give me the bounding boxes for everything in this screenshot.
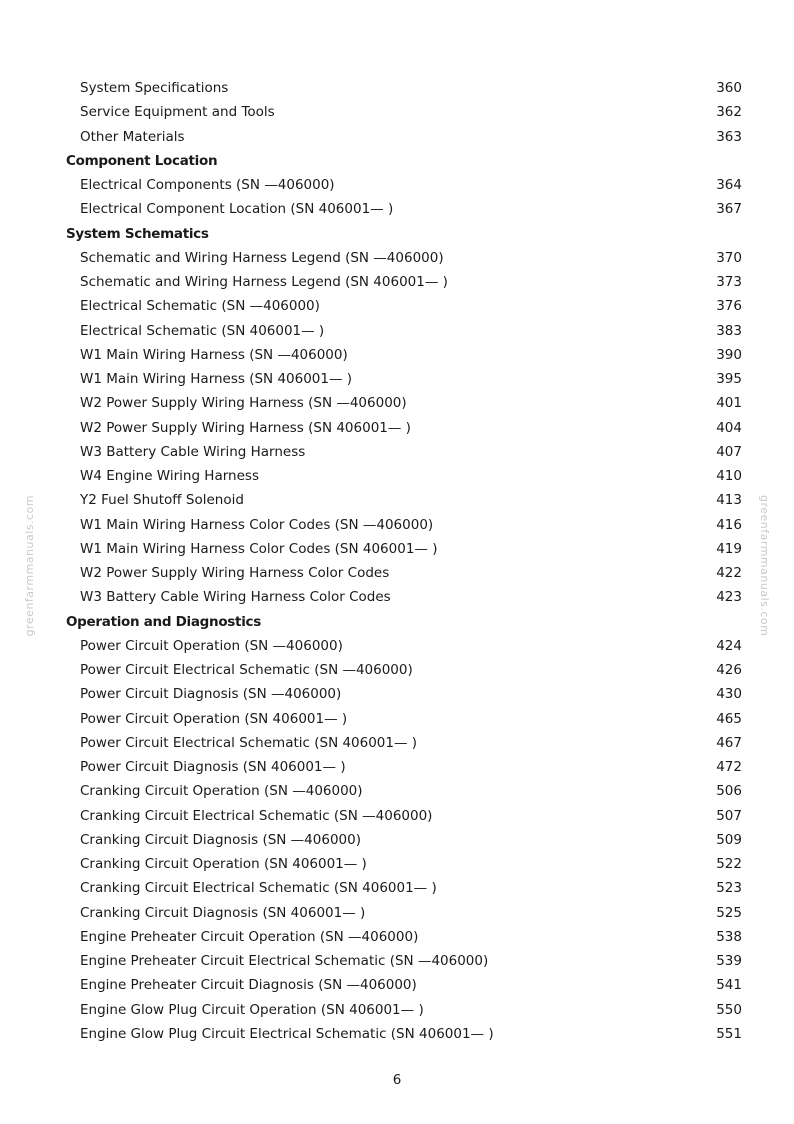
toc-entry[interactable]	[66, 416, 742, 440]
toc-page-number: 376	[716, 298, 742, 315]
toc-page-number: 373	[716, 274, 742, 291]
toc-page-number: 395	[716, 371, 742, 388]
toc-entry-title: W2 Power Supply Wiring Harness (SN —406000)	[80, 395, 407, 412]
toc-page-number: 541	[716, 977, 742, 994]
toc-entry[interactable]	[66, 513, 742, 537]
toc-entry-title: W1 Main Wiring Harness (SN —406000)	[80, 346, 348, 363]
toc-entry-title: Power Circuit Operation (SN —406000)	[80, 637, 343, 654]
table-of-contents	[66, 76, 742, 1046]
toc-section-title: System Schematics	[66, 225, 209, 242]
toc-entry-title: Engine Glow Plug Circuit Electrical Schematic (SN 406001— )	[80, 1025, 494, 1042]
toc-page-number: 550	[716, 1001, 742, 1018]
toc-entry[interactable]	[66, 901, 742, 925]
toc-section-heading	[66, 222, 742, 246]
toc-entry-title: Cranking Circuit Operation (SN 406001— )	[80, 856, 367, 873]
toc-entry[interactable]	[66, 100, 742, 124]
toc-entry-title: Engine Preheater Circuit Diagnosis (SN —406000)	[80, 977, 417, 994]
toc-page-number: 364	[716, 177, 742, 194]
page-number: 6	[392, 1072, 402, 1088]
toc-page-number: 422	[716, 565, 742, 582]
toc-page-number: 367	[716, 201, 742, 218]
watermark-right: greenfarmmanuals.com	[758, 495, 771, 637]
toc-entry-title: Electrical Schematic (SN —406000)	[80, 298, 320, 315]
toc-entry[interactable]	[66, 658, 742, 682]
toc-entry[interactable]	[66, 731, 742, 755]
toc-entry-title: Service Equipment and Tools	[80, 104, 275, 121]
toc-entry[interactable]	[66, 828, 742, 852]
toc-entry-title: Power Circuit Electrical Schematic (SN —406000)	[80, 662, 413, 679]
toc-section-title: Operation and Diagnostics	[66, 613, 261, 630]
toc-entry[interactable]	[66, 973, 742, 997]
toc-entry[interactable]	[66, 464, 742, 488]
toc-entry[interactable]	[66, 852, 742, 876]
toc-page-number: 407	[716, 443, 742, 460]
toc-entry[interactable]	[66, 1022, 742, 1046]
toc-section-title: Component Location	[66, 152, 218, 169]
toc-page-number: 362	[716, 104, 742, 121]
toc-page-number: 430	[716, 686, 742, 703]
toc-entry-title: W1 Main Wiring Harness (SN 406001— )	[80, 371, 353, 388]
toc-page-number: 370	[716, 249, 742, 266]
toc-page-number: 472	[716, 759, 742, 776]
toc-entry-title: Electrical Components (SN —406000)	[80, 177, 335, 194]
toc-entry[interactable]	[66, 294, 742, 318]
toc-entry-title: Engine Preheater Circuit Electrical Schematic (SN —406000)	[80, 953, 489, 970]
toc-entry-title: Cranking Circuit Diagnosis (SN 406001— )	[80, 904, 366, 921]
toc-page-number: 467	[716, 734, 742, 751]
toc-page-number: 525	[716, 904, 742, 921]
toc-entry[interactable]	[66, 343, 742, 367]
toc-entry[interactable]	[66, 246, 742, 270]
toc-entry-title: Schematic and Wiring Harness Legend (SN —406000)	[80, 249, 444, 266]
toc-page-number: 360	[716, 80, 742, 97]
toc-entry[interactable]	[66, 804, 742, 828]
toc-entry[interactable]	[66, 707, 742, 731]
toc-page-number: 507	[716, 807, 742, 824]
toc-entry-title: Electrical Schematic (SN 406001— )	[80, 322, 325, 339]
toc-page-number: 404	[716, 419, 742, 436]
watermark-left: greenfarmmanuals.com	[23, 495, 36, 637]
toc-entry[interactable]	[66, 779, 742, 803]
toc-entry-title: System Specifications	[80, 80, 229, 97]
toc-entry-title: Cranking Circuit Electrical Schematic (SN —406000)	[80, 807, 433, 824]
toc-entry-title: Power Circuit Operation (SN 406001— )	[80, 710, 348, 727]
toc-page-number: 424	[716, 637, 742, 654]
toc-entry-title: W1 Main Wiring Harness Color Codes (SN 406001— )	[80, 540, 438, 557]
toc-entry[interactable]	[66, 197, 742, 221]
toc-entry[interactable]	[66, 634, 742, 658]
toc-entry-title: Y2 Fuel Shutoff Solenoid	[80, 492, 244, 509]
toc-entry[interactable]	[66, 998, 742, 1022]
toc-page-number: 390	[716, 346, 742, 363]
toc-entry-title: Engine Preheater Circuit Operation (SN —406000)	[80, 928, 419, 945]
toc-page-number: 538	[716, 928, 742, 945]
toc-entry-title: W3 Battery Cable Wiring Harness	[80, 443, 306, 460]
toc-entry-title: Power Circuit Electrical Schematic (SN 406001— )	[80, 734, 418, 751]
toc-section-heading	[66, 149, 742, 173]
toc-page-number: 419	[716, 540, 742, 557]
toc-entry-title: W2 Power Supply Wiring Harness Color Codes	[80, 565, 390, 582]
toc-page-number: 401	[716, 395, 742, 412]
toc-entry[interactable]	[66, 125, 742, 149]
toc-page-number: 551	[716, 1025, 742, 1042]
toc-entry-title: Cranking Circuit Diagnosis (SN —406000)	[80, 831, 361, 848]
toc-page-number: 423	[716, 589, 742, 606]
toc-entry[interactable]	[66, 76, 742, 100]
toc-page-number: 426	[716, 662, 742, 679]
toc-entry[interactable]	[66, 755, 742, 779]
toc-entry[interactable]	[66, 876, 742, 900]
toc-entry[interactable]	[66, 949, 742, 973]
toc-entry[interactable]	[66, 561, 742, 585]
toc-page-number: 363	[716, 128, 742, 145]
toc-entry-title: Cranking Circuit Operation (SN —406000)	[80, 783, 363, 800]
toc-entry[interactable]	[66, 585, 742, 609]
toc-entry-title: W3 Battery Cable Wiring Harness Color Codes	[80, 589, 391, 606]
toc-page-number: 413	[716, 492, 742, 509]
toc-page-number: 465	[716, 710, 742, 727]
toc-entry[interactable]	[66, 391, 742, 415]
toc-page-number: 410	[716, 468, 742, 485]
toc-page-number: 383	[716, 322, 742, 339]
toc-section-heading	[66, 610, 742, 634]
toc-entry[interactable]	[66, 367, 742, 391]
toc-entry-title: Power Circuit Diagnosis (SN —406000)	[80, 686, 342, 703]
toc-entry-title: Cranking Circuit Electrical Schematic (SN 406001— )	[80, 880, 437, 897]
toc-entry-title: Engine Glow Plug Circuit Operation (SN 406001— )	[80, 1001, 424, 1018]
toc-entry[interactable]	[66, 488, 742, 512]
toc-entry-title: W1 Main Wiring Harness Color Codes (SN —406000)	[80, 516, 434, 533]
toc-entry[interactable]	[66, 270, 742, 294]
toc-entry[interactable]	[66, 319, 742, 343]
toc-page-number: 509	[716, 831, 742, 848]
toc-entry[interactable]	[66, 682, 742, 706]
toc-entry[interactable]	[66, 440, 742, 464]
toc-entry-title: Electrical Component Location (SN 406001— )	[80, 201, 394, 218]
toc-entry-title: Power Circuit Diagnosis (SN 406001— )	[80, 759, 346, 776]
toc-page-number: 523	[716, 880, 742, 897]
toc-entry-title: W4 Engine Wiring Harness	[80, 468, 259, 485]
toc-page-number: 506	[716, 783, 742, 800]
toc-page-number: 522	[716, 856, 742, 873]
toc-entry-title: Other Materials	[80, 128, 185, 145]
toc-entry[interactable]	[66, 173, 742, 197]
toc-page-number: 416	[716, 516, 742, 533]
toc-page-number: 539	[716, 953, 742, 970]
toc-entry[interactable]	[66, 537, 742, 561]
toc-entry[interactable]	[66, 925, 742, 949]
toc-entry-title: W2 Power Supply Wiring Harness (SN 406001— )	[80, 419, 411, 436]
toc-entry-title: Schematic and Wiring Harness Legend (SN 406001— )	[80, 274, 448, 291]
